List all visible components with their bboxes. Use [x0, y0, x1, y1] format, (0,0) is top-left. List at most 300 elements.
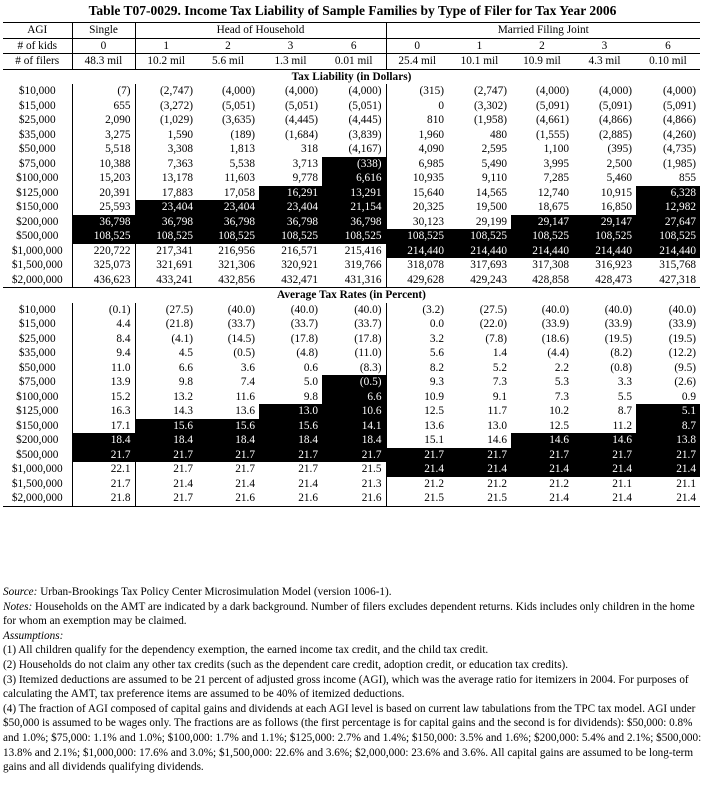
liability-value-cell: 27,647 — [636, 215, 700, 230]
liability-value-cell: (3,635) — [222, 114, 255, 126]
kids-cell: 1 — [448, 38, 511, 54]
liability-value-cell: 1,813 — [229, 143, 255, 155]
agi-cell: $200,000 — [16, 434, 59, 446]
rates-value-cell: 21.7 — [448, 448, 511, 463]
kids-cell: 6 — [636, 38, 700, 54]
rates-value-cell: 9.3 — [386, 375, 448, 390]
agi-cell: $15,000 — [18, 99, 56, 112]
rates-value-cell: 21.7 — [386, 448, 448, 463]
liability-value-cell: (3,302) — [474, 99, 507, 112]
liability-value-cell: (4,000) — [222, 85, 255, 97]
rates-value-cell: (0.5) — [322, 375, 386, 390]
rates-row — [3, 477, 700, 492]
liability-value-cell: 427,318 — [636, 273, 700, 288]
agi-cell: $10,000 — [18, 303, 56, 316]
rates-value-cell: 14.6 — [573, 433, 636, 448]
liability-value-cell: (5,051) — [222, 99, 255, 112]
rates-value-cell: 14.3 — [135, 404, 197, 419]
rates-value-cell: (19.5) — [668, 332, 696, 345]
rates-value-cell: 2.2 — [554, 361, 569, 374]
filers-label: # of filers — [3, 54, 72, 70]
liability-value-cell: 36,798 — [259, 215, 322, 230]
liability-value-cell: 108,525 — [197, 229, 259, 244]
agi-cell: $75,000 — [18, 376, 56, 388]
agi-cell: $1,500,000 — [11, 259, 63, 271]
rates-value-cell: (7.8) — [485, 332, 507, 345]
liability-row — [3, 200, 700, 215]
filers-cell: 1.3 mil — [259, 54, 322, 70]
rates-heading: Average Tax Rates (in Percent) — [277, 289, 426, 301]
liability-value-cell: (315) — [386, 84, 448, 99]
rates-value-cell: 21.6 — [197, 491, 259, 506]
liability-value-cell: 13,291 — [322, 186, 386, 201]
rates-row — [3, 448, 700, 463]
rates-value-cell: (33.9) — [604, 318, 632, 330]
liability-value-cell: 108,525 — [448, 229, 511, 244]
assumption-2: (2) Households do not claim any other tax credits (such as the dependent care credit, adoption credit, or education tax credits). — [3, 658, 569, 671]
liability-value-cell: 20,325 — [386, 200, 448, 215]
kids-cell: 6 — [322, 38, 386, 54]
rates-value-cell: 21.7 — [72, 448, 135, 463]
rates-value-cell: 5.5 — [617, 390, 632, 403]
rates-value-cell: 21.7 — [573, 448, 636, 463]
rates-value-cell: 11.2 — [612, 419, 632, 432]
rates-value-cell: 15.6 — [135, 419, 197, 434]
liability-value-cell: (3,272) — [135, 99, 197, 114]
liability-value-cell: 2,090 — [72, 113, 135, 128]
liability-value-cell: 3,995 — [543, 157, 569, 170]
liability-value-cell: 108,525 — [322, 229, 386, 244]
rates-value-cell: 21.7 — [135, 462, 197, 477]
liability-value-cell: 317,693 — [470, 259, 507, 271]
liability-value-cell: (1,029) — [135, 113, 197, 128]
liability-value-cell: 5,538 — [229, 157, 255, 170]
liability-value-cell: 3,713 — [292, 157, 318, 170]
rates-value-cell: 21.5 — [386, 491, 448, 506]
liability-value-cell: 108,525 — [386, 229, 448, 244]
kids-cell: 1 — [135, 38, 197, 54]
liability-value-cell: 10,388 — [72, 157, 135, 172]
rates-value-cell: 21.7 — [636, 448, 700, 463]
liability-value-cell: (338) — [322, 157, 386, 172]
rates-value-cell: 7.4 — [240, 376, 255, 388]
rates-value-cell: 6.6 — [135, 361, 197, 376]
rates-value-cell: (40.0) — [227, 303, 255, 316]
assumption-1: (1) All children qualify for the dependency exemption, the earned income tax credit, and the child tax credit. — [3, 644, 489, 657]
rates-value-cell: 10.2 — [549, 405, 569, 417]
liability-value-cell: 1,960 — [386, 128, 448, 143]
header-row-groups — [3, 23, 700, 39]
kids-label: # of kids — [3, 38, 72, 54]
rates-row — [3, 491, 700, 506]
rates-value-cell: 18.4 — [135, 433, 197, 448]
rates-value-cell: 16.3 — [72, 404, 135, 419]
rates-value-cell: 18.4 — [72, 433, 135, 448]
liability-value-cell: 318,078 — [386, 258, 448, 273]
rates-value-cell: 21.7 — [135, 491, 197, 506]
rates-value-cell: 21.4 — [235, 477, 255, 490]
rates-value-cell: 21.2 — [487, 477, 507, 490]
liability-row — [3, 99, 700, 114]
rates-value-cell: 18.4 — [259, 433, 322, 448]
liability-value-cell: (1,958) — [474, 114, 507, 126]
liability-value-cell: 431,316 — [322, 273, 386, 288]
rates-value-cell: (4.4) — [547, 347, 569, 359]
rates-value-cell: 13.9 — [72, 375, 135, 390]
liability-value-cell: 0 — [386, 99, 448, 114]
liability-value-cell: 108,525 — [259, 229, 322, 244]
rates-value-cell: 21.5 — [448, 491, 511, 506]
agi-cell: $500,000 — [16, 448, 59, 461]
rates-value-cell: (0.8) — [610, 361, 632, 374]
liability-value-cell: 4,090 — [386, 142, 448, 157]
liability-value-cell: 7,363 — [135, 157, 197, 172]
rates-row — [3, 390, 700, 405]
rates-value-cell: 21.5 — [361, 463, 382, 475]
liability-value-cell: 108,525 — [135, 229, 197, 244]
rates-value-cell: 21.7 — [322, 448, 386, 463]
source-text: Urban-Brookings Tax Policy Center Microsimulation Model (version 1006-1). — [37, 586, 392, 598]
liability-value-cell: 23,404 — [135, 200, 197, 215]
rates-row — [3, 404, 700, 419]
liability-value-cell: 21,154 — [322, 200, 386, 215]
rates-value-cell: (4.8) — [296, 347, 318, 359]
liability-value-cell: 215,416 — [344, 244, 382, 257]
rates-value-cell: 10.9 — [386, 390, 448, 405]
rates-value-cell: 21.7 — [235, 463, 255, 475]
rates-row — [3, 462, 700, 477]
liability-value-cell: 428,473 — [573, 273, 636, 288]
rates-value-cell: 12.5 — [386, 404, 448, 419]
rates-value-cell: 4.4 — [72, 317, 135, 332]
source-label: Source: — [3, 586, 38, 598]
rates-value-cell: (27.5) — [479, 303, 507, 316]
rates-value-cell: (33.9) — [668, 318, 696, 330]
rates-heading-row — [3, 288, 700, 303]
liability-value-cell: 11,603 — [224, 172, 255, 184]
table-title: Table T07-0029. Income Tax Liability of Sample Families by Type of Filer for Tax Year 2006 — [88, 3, 617, 18]
rates-value-cell: 21.4 — [636, 491, 700, 506]
liability-value-cell: 23,404 — [259, 200, 322, 215]
liability-value-cell: 29,147 — [511, 215, 573, 230]
liability-value-cell: (189) — [230, 128, 255, 141]
rates-value-cell: 11.6 — [235, 390, 255, 403]
agi-cell: $75,000 — [18, 157, 56, 170]
rates-value-cell: 21.3 — [361, 477, 382, 490]
rates-value-cell: 15.1 — [386, 433, 448, 448]
rates-value-cell: 21.4 — [511, 462, 573, 477]
rates-value-cell: 21.4 — [573, 491, 636, 506]
agi-cell: $100,000 — [16, 390, 59, 403]
rates-value-cell: 11.0 — [72, 361, 135, 376]
rates-value-cell: 9.4 — [72, 346, 135, 361]
liability-row — [3, 258, 700, 273]
liability-value-cell: 810 — [386, 113, 448, 128]
liability-value-cell: (4,735) — [663, 143, 696, 155]
agi-header: AGI — [3, 23, 72, 39]
notes-label: Notes: — [3, 600, 33, 613]
rates-value-cell: (18.6) — [541, 332, 569, 345]
rates-value-cell: 21.4 — [573, 462, 636, 477]
liability-value-cell: (4,000) — [536, 85, 569, 97]
liability-row — [3, 186, 700, 201]
liability-heading-row — [3, 69, 700, 84]
agi-cell: $150,000 — [16, 419, 59, 432]
rates-value-cell: (33.7) — [290, 318, 318, 330]
liability-value-cell: 29,147 — [573, 215, 636, 230]
rates-value-cell: (33.9) — [541, 318, 569, 330]
liability-value-cell: 9,778 — [292, 172, 318, 184]
assumptions-heading — [3, 629, 703, 644]
liability-value-cell: (4,445) — [348, 114, 382, 126]
liability-value-cell: 433,241 — [135, 273, 197, 288]
rates-value-cell: 7.3 — [554, 390, 569, 403]
liability-value-cell: (1,985) — [663, 157, 696, 170]
rates-value-cell: 1.4 — [492, 347, 507, 359]
rates-value-cell: 21.7 — [511, 448, 573, 463]
rates-row — [3, 332, 700, 347]
agi-cell: $1,000,000 — [11, 463, 63, 475]
liability-row — [3, 128, 700, 143]
liability-value-cell: 17,058 — [223, 186, 255, 199]
liability-value-cell: 25,593 — [72, 200, 135, 215]
liability-value-cell: 5,518 — [72, 142, 135, 157]
rates-value-cell: 9.8 — [135, 375, 197, 390]
liability-value-cell: (4,000) — [663, 85, 696, 97]
liability-value-cell: 108,525 — [511, 229, 573, 244]
rates-value-cell: 18.4 — [322, 433, 386, 448]
rates-value-cell: 21.2 — [386, 477, 448, 492]
liability-value-cell: (4,661) — [536, 114, 569, 126]
rates-value-cell: 4.5 — [135, 346, 197, 361]
rates-value-cell: 15.6 — [197, 419, 259, 434]
liability-row — [3, 171, 700, 186]
rates-value-cell: 18.4 — [197, 433, 259, 448]
liability-value-cell: 1,590 — [135, 128, 197, 143]
liability-row — [3, 113, 700, 128]
rates-value-cell: 14.6 — [511, 433, 573, 448]
liability-value-cell: 3,308 — [135, 142, 197, 157]
rates-row — [3, 419, 700, 434]
liability-value-cell: 12,740 — [537, 186, 569, 199]
rates-value-cell: 14.6 — [487, 434, 507, 446]
rates-value-cell: (40.0) — [541, 303, 569, 316]
rates-value-cell: (22.0) — [479, 318, 507, 330]
agi-cell: $10,000 — [18, 85, 56, 97]
liability-value-cell: 6,328 — [636, 186, 700, 201]
liability-value-cell: 214,440 — [511, 244, 573, 259]
liability-value-cell: 108,525 — [72, 229, 135, 244]
liability-value-cell: 321,306 — [218, 259, 255, 271]
liability-value-cell: 16,850 — [600, 201, 632, 213]
assumption-3: (3) Itemized deductions are assumed to be 21 percent of adjusted gross income (AGI), which was the average ratio for itemizers in 2004. For purposes of calculating the AMT, tax preference items are assumed to be 40% of itemized deductions. — [3, 673, 689, 701]
rates-value-cell: 21.7 — [259, 448, 322, 463]
rates-value-cell: 21.7 — [72, 477, 135, 492]
rates-value-cell: (40.0) — [354, 303, 382, 316]
rates-value-cell: (8.2) — [610, 347, 632, 359]
rates-value-cell: 5.6 — [386, 346, 448, 361]
liability-value-cell: (2,747) — [135, 84, 197, 99]
rates-value-cell: 0.0 — [386, 317, 448, 332]
rates-value-cell: 21.4 — [511, 491, 573, 506]
rates-value-cell: 5.2 — [492, 361, 507, 374]
liability-value-cell: 15,640 — [386, 186, 448, 201]
liability-value-cell: 436,623 — [72, 273, 135, 288]
agi-cell: $125,000 — [16, 405, 59, 417]
assumption-4: (4) The fraction of AGI composed of capital gains and dividends at each AGI level is based on current law tabulations from the TPC tax model. AGI under $50,000 is assumed to be wages only. The fractions are as follows (the first percentage is for capital gains and the second is for dividends): $50,000: 0.8% and 1.0%; $75,000: 1.1% and 1.0%; $100,000: 1.7% and 1.1%; $125,000: 2.7% and 1.4%; $150,000: 3.5% and 1.6%; $200,000: 5.4% and 2.1%; $500,000: 13.8% and 2.1%; $1,000,000: 17.6% and 3.0%; $1,500,000: 22.6% and 3.6%; $2,000,000: 23.6% and 3.6%. All capital gains are assumed to be long-term gains and all dividends qualifying dividends. — [3, 702, 702, 774]
assumptions-label: Assumptions: — [3, 629, 64, 642]
rates-value-cell: 11.7 — [487, 405, 507, 417]
rates-value-cell: 13.0 — [487, 419, 507, 432]
rates-value-cell: (40.0) — [290, 303, 318, 316]
liability-value-cell: 6,985 — [386, 157, 448, 172]
kids-cell: 2 — [197, 38, 259, 54]
liability-value-cell: (3,839) — [348, 128, 382, 141]
rates-value-cell: 21.7 — [197, 448, 259, 463]
liability-value-cell: 319,766 — [344, 259, 382, 271]
liability-row — [3, 142, 700, 157]
liability-value-cell: 214,440 — [573, 244, 636, 259]
liability-value-cell: 1,100 — [543, 143, 569, 155]
liability-value-cell: 5,490 — [481, 157, 507, 170]
liability-value-cell: 16,291 — [259, 186, 322, 201]
rates-value-cell: 5.3 — [554, 376, 569, 388]
kids-row — [3, 38, 700, 54]
liability-row — [3, 157, 700, 172]
mfj-header: Married Filing Joint — [386, 23, 700, 39]
rates-value-cell: 21.4 — [636, 462, 700, 477]
agi-cell: $125,000 — [16, 186, 59, 199]
liability-value-cell: 36,798 — [322, 215, 386, 230]
liability-value-cell: 29,199 — [475, 215, 507, 228]
rates-value-cell: 6.6 — [322, 390, 386, 405]
rates-value-cell: 21.6 — [322, 491, 386, 506]
rates-value-cell: 8.7 — [617, 405, 632, 417]
rates-value-cell: (11.0) — [354, 347, 382, 359]
rates-value-cell: 13.2 — [135, 390, 197, 405]
agi-cell: $15,000 — [18, 318, 56, 330]
liability-value-cell: 7,285 — [543, 172, 569, 184]
rates-value-cell: 5.0 — [303, 376, 318, 388]
liability-value-cell: (2,747) — [474, 85, 507, 97]
kids-cell: 0 — [386, 38, 448, 54]
liability-value-cell: (1,684) — [285, 128, 318, 141]
liability-value-cell: 429,628 — [386, 273, 448, 288]
rates-value-cell: 13.6 — [235, 405, 255, 417]
liability-value-cell: 36,798 — [135, 215, 197, 230]
filers-cell: 10.1 mil — [448, 54, 511, 70]
rates-value-cell: 7.3 — [492, 376, 507, 388]
liability-heading: Tax Liability (in Dollars) — [291, 70, 412, 83]
rates-value-cell: 0.6 — [303, 361, 318, 374]
liability-row — [3, 273, 700, 288]
rates-value-cell: 8.4 — [72, 332, 135, 347]
rates-value-cell: 14.1 — [322, 419, 386, 434]
agi-cell: $500,000 — [16, 230, 59, 242]
liability-value-cell: (4,445) — [285, 114, 318, 126]
liability-value-cell: 317,308 — [532, 259, 569, 271]
rates-value-cell: 9.1 — [492, 390, 507, 403]
liability-value-cell: (5,051) — [348, 99, 382, 112]
liability-value-cell: 12,982 — [636, 200, 700, 215]
rates-value-cell: (14.5) — [227, 332, 255, 345]
liability-value-cell: 20,391 — [72, 186, 135, 201]
filers-cell: 10.9 mil — [511, 54, 573, 70]
liability-value-cell: 214,440 — [448, 244, 511, 259]
agi-cell: $1,000,000 — [11, 244, 63, 257]
liability-value-cell: 655 — [72, 99, 135, 114]
liability-value-cell: (5,091) — [663, 99, 696, 112]
liability-value-cell: (5,051) — [285, 99, 318, 112]
filers-cell: 10.2 mil — [135, 54, 197, 70]
liability-value-cell: 14,565 — [475, 186, 507, 199]
agi-cell: $100,000 — [16, 172, 59, 184]
rates-value-cell: 15.6 — [259, 419, 322, 434]
liability-value-cell: 10,915 — [600, 186, 632, 199]
rates-value-cell: 21.7 — [135, 448, 197, 463]
liability-value-cell: 214,440 — [386, 244, 448, 259]
liability-value-cell: 5,460 — [606, 172, 632, 184]
liability-value-cell: 216,956 — [218, 244, 255, 257]
rates-value-cell: 21.8 — [72, 491, 135, 506]
liability-value-cell: (4,866) — [599, 114, 632, 126]
liability-value-cell: 9,110 — [482, 172, 507, 184]
liability-value-cell: 2,500 — [606, 157, 632, 170]
rates-value-cell: (3.2) — [386, 303, 448, 318]
liability-row — [3, 215, 700, 230]
rates-value-cell: (8.3) — [359, 361, 382, 374]
liability-value-cell: (4,260) — [663, 128, 696, 141]
liability-row — [3, 244, 700, 259]
liability-row — [3, 229, 700, 244]
rates-value-cell: 12.5 — [549, 419, 569, 432]
liability-value-cell: 36,798 — [72, 215, 135, 230]
tax-table — [3, 22, 700, 507]
liability-value-cell: 320,921 — [281, 259, 318, 271]
liability-value-cell: 108,525 — [573, 229, 636, 244]
liability-value-cell: 217,341 — [135, 244, 197, 259]
liability-value-cell: 480 — [490, 128, 507, 141]
notes-block — [3, 585, 703, 775]
liability-value-cell: (1,555) — [536, 128, 569, 141]
liability-value-cell: (4,000) — [285, 85, 318, 97]
agi-cell: $25,000 — [18, 114, 56, 126]
rates-value-cell: (9.5) — [674, 361, 696, 374]
rates-value-cell: (33.7) — [227, 318, 255, 330]
liability-value-cell: 429,243 — [448, 273, 511, 288]
liability-value-cell: 15,203 — [72, 171, 135, 186]
kids-cell: 0 — [72, 38, 135, 54]
filers-cell: 4.3 mil — [573, 54, 636, 70]
liability-value-cell: 315,768 — [659, 259, 696, 271]
liability-value-cell: 855 — [679, 172, 696, 184]
filers-cell: 0.01 mil — [322, 54, 386, 70]
rates-value-cell: (17.8) — [290, 332, 318, 345]
liability-value-cell: (5,091) — [536, 99, 569, 112]
filers-cell: 48.3 mil — [72, 54, 135, 70]
agi-cell: $35,000 — [18, 347, 56, 359]
rates-value-cell: 10.6 — [322, 404, 386, 419]
liability-value-cell: (5,091) — [599, 99, 632, 112]
rates-value-cell: 21.1 — [676, 477, 696, 490]
rates-value-cell: 22.1 — [72, 462, 135, 477]
liability-value-cell: 17,883 — [135, 186, 197, 201]
rates-value-cell: 15.2 — [72, 390, 135, 405]
rates-value-cell: 3.6 — [240, 361, 255, 374]
liability-value-cell: 19,500 — [475, 201, 507, 213]
liability-value-cell: 18,675 — [537, 201, 569, 213]
rates-value-cell: (21.8) — [135, 317, 197, 332]
